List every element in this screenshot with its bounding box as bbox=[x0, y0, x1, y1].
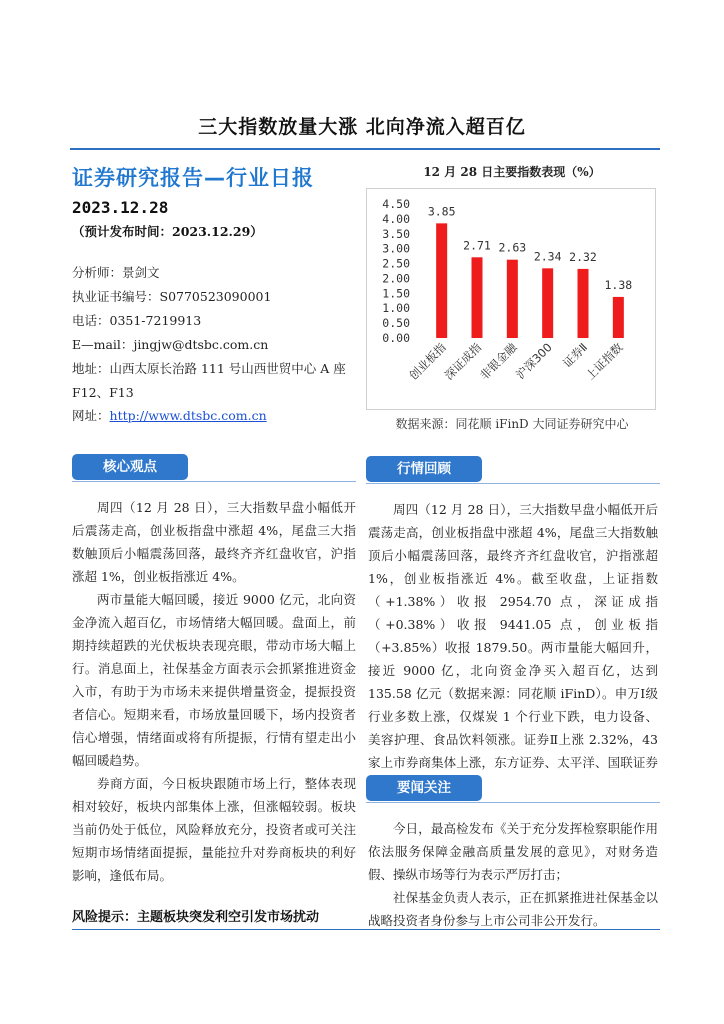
market-review-body bbox=[368, 498, 658, 797]
news-heading: 要闻关注 bbox=[366, 775, 482, 801]
core-paragraph: 周四（12 月 28 日），三大指数早盘小幅低开后震荡走高，创业板指盘中涨超 4%，尾盘三大指数触顶后小幅震荡回落，最终齐齐红盘收官，沪指涨超 1%，创业板指涨近 4%。 bbox=[72, 500, 356, 584]
core-view-body bbox=[72, 496, 356, 887]
bar-value-label: 1.38 bbox=[604, 277, 633, 292]
x-tick-label: 创业板指 bbox=[406, 340, 449, 383]
bar-value-label: 2.63 bbox=[498, 240, 527, 255]
news-divider bbox=[366, 802, 660, 803]
address: 地址：山西太原长治路 111 号山西世贸中心 A 座 bbox=[72, 361, 346, 376]
x-tick-label: 沪深300 bbox=[513, 340, 555, 382]
x-tick-label: 上证指数 bbox=[583, 340, 626, 383]
bar bbox=[436, 223, 447, 338]
bar-value-label: 2.34 bbox=[533, 249, 562, 264]
news-body bbox=[368, 817, 658, 932]
core-paragraph: 券商方面，今日板块跟随市场上行，整体表现相对较好，板块内部集体上涨，但涨幅较弱。板块当前仍处于低位，风险释放充分，投资者或可关注短期市场情绪面提振，量能拉升对券商板块的利好影响，逢低布局。 bbox=[72, 776, 356, 883]
y-tick-label: 1.00 bbox=[382, 301, 410, 316]
bar bbox=[613, 297, 624, 338]
y-tick-label: 4.50 bbox=[382, 197, 410, 211]
market-paragraph: 周四（12 月 28 日），三大指数早盘小幅低开后震荡走高，创业板指盘中涨超 4%，尾盘三大指数触顶后小幅震荡回落，最终齐齐红盘收官，沪指涨超 1%，创业板指涨近 4%。截至收盘，上证指数（+1.38%）收报 2954.70 点，深证成指（+0.38%）收报 9441.05 点，创业板指（+3.85%）收报 1879.50。两市量能大幅回升，接近 9000 亿，北向资金净买入超百亿，达到 135.58 亿元（数据来源：同花顺 iFinD）。申万Ⅰ级行业多数上涨，仅煤炭 1 个行业下跌，电力设备、美容护理、食品饮料领涨。证券Ⅱ上涨 2.32%，43 家上市券商集体上涨，东方证券、太平洋、国联证券 bbox=[368, 502, 658, 770]
market-review-heading: 行情回顾 bbox=[366, 456, 482, 482]
email-address[interactable]: jingjw@dtsbc.com.cn bbox=[133, 337, 269, 352]
x-tick-label: 深证成指 bbox=[441, 340, 485, 383]
x-tick-label: 非银金融 bbox=[477, 340, 520, 383]
y-tick-label: 2.50 bbox=[382, 256, 410, 271]
market-review-divider bbox=[366, 483, 660, 484]
publish-date: （预计发布时间：2023.12.29） bbox=[72, 224, 263, 239]
website-line bbox=[72, 408, 267, 424]
bar bbox=[472, 257, 483, 338]
report-type: 证券研究报告—行业日报 bbox=[72, 166, 314, 190]
bar-value-label: 2.32 bbox=[569, 249, 597, 264]
index-performance-chart bbox=[366, 188, 656, 410]
address-floor: F12、F13 bbox=[72, 385, 134, 400]
bar bbox=[507, 260, 518, 338]
bar bbox=[542, 268, 553, 338]
bar bbox=[578, 269, 589, 338]
y-tick-label: 3.50 bbox=[382, 226, 410, 241]
document-title: 三大指数放量大涨 北向净流入超百亿 bbox=[198, 116, 526, 138]
news-paragraph: 社保基金负责人表示，正在抓紧推进社保基金以战略投资者身份参与上市公司非公开发行。 bbox=[368, 890, 658, 928]
bar-value-label: 3.85 bbox=[427, 204, 456, 219]
website-link[interactable]: http://www.dtsbc.com.cn bbox=[109, 408, 267, 423]
y-tick-label: 3.00 bbox=[382, 241, 410, 256]
x-tick-label: 证券Ⅱ bbox=[559, 340, 591, 371]
website-label: 网址： bbox=[72, 408, 110, 423]
core-view-heading: 核心观点 bbox=[72, 454, 188, 480]
y-tick-label: 4.00 bbox=[382, 211, 410, 226]
y-tick-label: 2.00 bbox=[382, 271, 410, 286]
chart-source: 数据来源：同花顺 iFinD 大同证券研究中心 bbox=[395, 417, 629, 431]
email-label: E—mail： bbox=[72, 337, 134, 352]
email-line bbox=[72, 337, 268, 353]
y-tick-label: 1.50 bbox=[382, 286, 410, 301]
bar-value-label: 2.71 bbox=[463, 238, 491, 253]
analyst: 分析师：景剑文 bbox=[72, 265, 160, 280]
certificate-number: 执业证书编号：S0770523090001 bbox=[72, 289, 272, 304]
report-date: 2023.12.28 bbox=[72, 198, 169, 217]
bottom-rule bbox=[72, 929, 660, 930]
core-view-divider bbox=[72, 481, 356, 482]
y-tick-label: 0.00 bbox=[382, 331, 410, 345]
risk-warning: 风险提示：主题板块突发利空引发市场扰动 bbox=[72, 910, 320, 925]
title-rule bbox=[70, 148, 660, 150]
chart-title: 12 月 28 日主要指数表现（%） bbox=[423, 165, 601, 179]
news-paragraph: 今日，最高检发布《关于充分发挥检察职能作用依法服务保障金融高质量发展的意见》，对财务造假、操纵市场等行为表示严厉打击； bbox=[368, 821, 658, 882]
core-paragraph: 两市量能大幅回暖，接近 9000 亿元，北向资金净流入超百亿，市场情绪大幅回暖。盘面上，前期持续超跌的光伏板块表现亮眼，带动市场大幅上行。消息面上，社保基金方面表示会抓紧推进资金入市，有助于为市场未来提供增量资金，提振投资者信心。短期来看，市场放量回暖下，场内投资者信心增强，情绪面或将有所提振，行情有望走出小幅回暖趋势。 bbox=[72, 592, 356, 768]
y-tick-label: 0.50 bbox=[382, 316, 410, 331]
phone: 电话：0351-7219913 bbox=[72, 313, 202, 328]
